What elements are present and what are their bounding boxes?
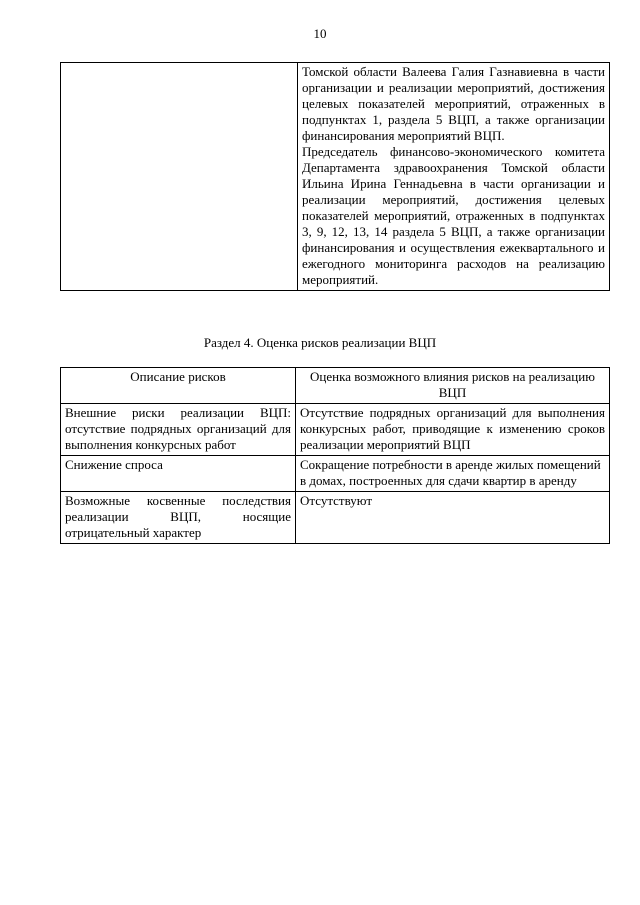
risk-description-cell: Возможные косвенные последствия реализации ВЦП, носящие отрицательный характер bbox=[61, 492, 296, 544]
column-header: Оценка возможного влияния рисков на реализацию ВЦП bbox=[296, 368, 610, 404]
page-number: 10 bbox=[313, 26, 327, 41]
risk-description-cell: Внешние риски реализации ВЦП: отсутствие подрядных организаций для выполнения конкурсных работ bbox=[61, 404, 296, 456]
table-row bbox=[61, 492, 610, 544]
table-row bbox=[61, 63, 610, 291]
table-row bbox=[61, 404, 610, 456]
risk-table bbox=[60, 367, 610, 544]
risk-impact-cell: Сокращение потребности в аренде жилых помещений в домах, построенных для сдачи квартир в аренду bbox=[296, 456, 610, 492]
responsibility-cell bbox=[298, 63, 610, 291]
responsibility-paragraph: Председатель финансово-экономического комитета Департамента здравоохранения Томской области Ильина Ирина Геннадьевна в части организации и реализации мероприятий, достижения целевых показателей мероприятий, отраженных в подпунктах 3, 9, 12, 13, 14 раздела 5 ВЦП, а также организации финансирования и осуществления ежеквартального и ежегодного мониторинга расходов на реализацию мероприятий. bbox=[302, 144, 605, 287]
table-header-row bbox=[61, 368, 610, 404]
column-header: Описание рисков bbox=[61, 368, 296, 404]
risk-impact-cell: Отсутствуют bbox=[296, 492, 610, 544]
empty-cell bbox=[61, 63, 298, 291]
responsibility-paragraph: Томской области Валеева Галия Газнавиевна в части организации и реализации мероприятий, достижения целевых показателей мероприятий, отраженных в подпунктах 1, раздела 5 ВЦП, а также организации финансирования мероприятий ВЦП. bbox=[302, 64, 605, 143]
responsibility-table bbox=[60, 62, 610, 291]
section-heading: Раздел 4. Оценка рисков реализации ВЦП bbox=[203, 335, 437, 350]
risk-impact-cell: Отсутствие подрядных организаций для выполнения конкурсных работ, приводящие к изменению сроков реализации мероприятий ВЦП bbox=[296, 404, 610, 456]
risk-description-cell: Снижение спроса bbox=[61, 456, 296, 492]
table-row bbox=[61, 456, 610, 492]
